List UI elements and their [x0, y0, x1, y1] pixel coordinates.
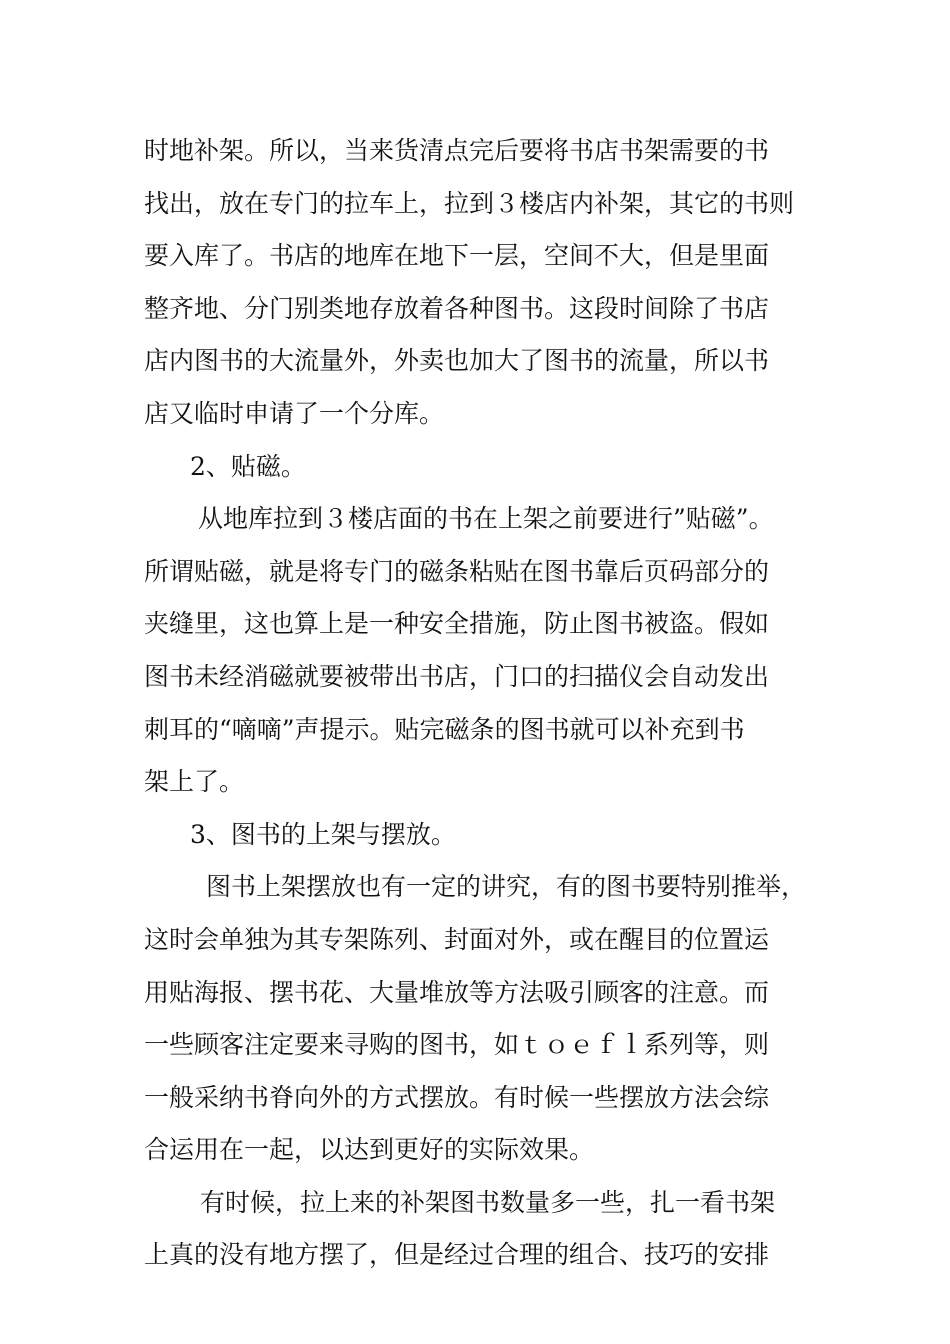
- section-heading: 3、图书的上架与摆放。: [190, 819, 456, 849]
- text-line: 所谓贴磁，就是将专门的磁条粘贴在图书靠后页码部分的: [144, 556, 770, 586]
- text-line: 一些顾客注定要来寻购的图书，如ｔｏｅｆｌ系列等，则: [144, 1030, 770, 1060]
- text-line: 找出，放在专门的拉车上，拉到３楼店内补架，其它的书则: [144, 188, 795, 218]
- paragraph-first-line: 有时候，拉上来的补架图书数量多一些，扎一看书架: [200, 1187, 776, 1217]
- text-line: 图书未经消磁就要被带出书店，门口的扫描仪会自动发出: [144, 661, 770, 691]
- text-line: 店内图书的大流量外，外卖也加大了图书的流量，所以书: [144, 346, 770, 376]
- text-line: 整齐地、分门别类地存放着各种图书。这段时间除了书店: [144, 293, 770, 323]
- text-line: 时地补架。所以，当来货清点完后要将书店书架需要的书: [144, 136, 770, 165]
- document-body: [144, 125, 824, 1282]
- section-heading: 2、贴磁。: [190, 451, 306, 481]
- text-line: 要入库了。书店的地库在地下一层，空间不大，但是里面: [144, 241, 770, 271]
- paragraph-first-line: 从地库拉到３楼店面的书在上架之前要进行”贴磁”。: [198, 504, 774, 534]
- text-line: 这时会单独为其专架陈列、封面对外，或在醒目的位置运: [144, 924, 770, 954]
- text-line: 夹缝里，这也算上是一种安全措施，防止图书被盗。假如: [144, 609, 770, 639]
- text-line: 一般采纳书脊向外的方式摆放。有时候一些摆放方法会综: [144, 1082, 770, 1112]
- text-line: 上真的没有地方摆了，但是经过合理的组合、技巧的安排: [144, 1240, 770, 1270]
- text-line: 用贴海报、摆书花、大量堆放等方法吸引顾客的注意。而: [144, 977, 770, 1007]
- paragraph-first-line: 图书上架摆放也有一定的讲究，有的图书要特别推举，: [206, 872, 807, 902]
- text-line: 店又临时申请了一个分库。: [144, 398, 445, 428]
- text-line: 架上了。: [144, 767, 245, 797]
- text-line: 合运用在一起，以达到更好的实际效果。: [144, 1135, 595, 1165]
- text-line: 刺耳的“嘀嘀”声提示。贴完磁条的图书就可以补充到书: [144, 714, 745, 744]
